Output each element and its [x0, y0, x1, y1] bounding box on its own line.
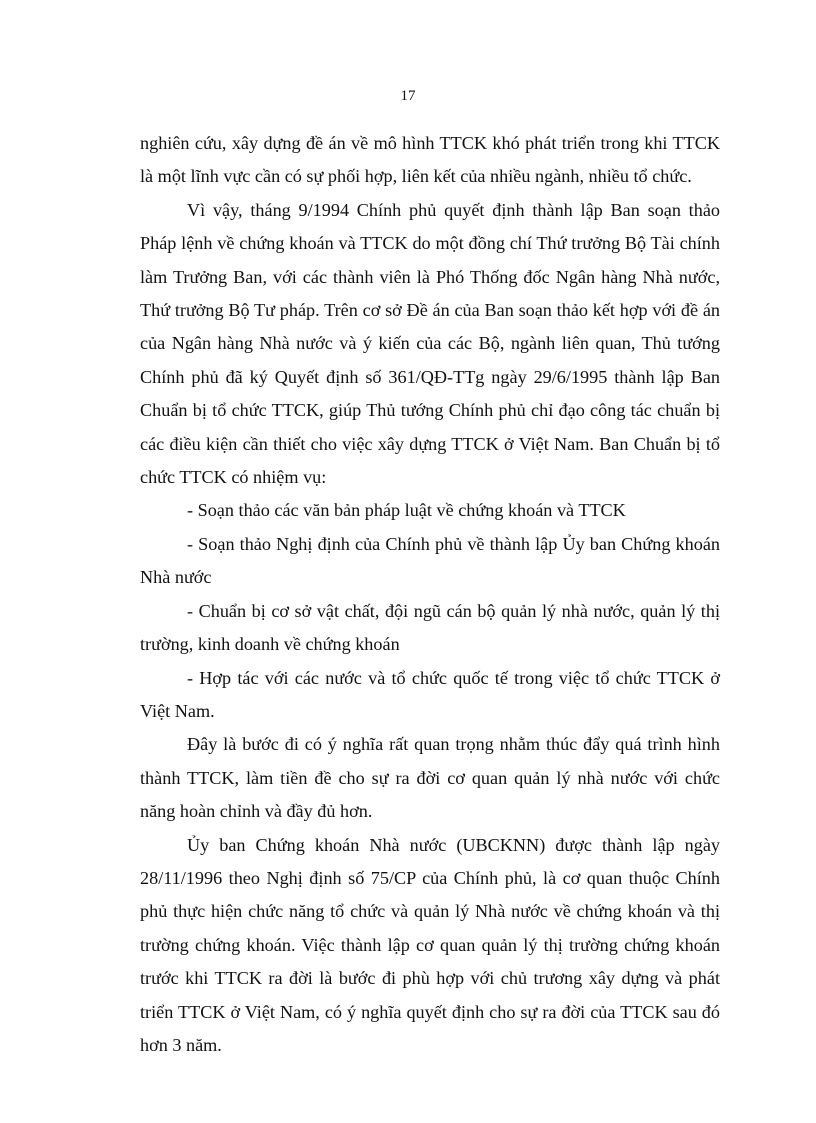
paragraph-significance: Đây là bước đi có ý nghĩa rất quan trọng nhằm thúc đẩy quá trình hình thành TTCK, làm tiền đề cho sự ra đời cơ quan quản lý nhà nước với chức năng hoàn chỉnh và đầy đủ hơn.	[140, 734, 720, 822]
body-text	[140, 127, 720, 1062]
task-item: - Chuẩn bị cơ sở vật chất, đội ngũ cán bộ quản lý nhà nước, quản lý thị trường, kinh doanh về chứng khoán	[140, 600, 720, 655]
task-item: - Hợp tác với các nước và tổ chức quốc tế trong việc tổ chức TTCK ở Việt Nam.	[140, 667, 720, 721]
paragraph-ubcknn: Ủy ban Chứng khoán Nhà nước (UBCKNN) được thành lập ngày 28/11/1996 theo Nghị định số 75/CP của Chính phủ, là cơ quan thuộc Chính phủ thực hiện chức năng tổ chức và quản lý Nhà nước về chứng khoán và thị trường chứng khoán. Việc thành lập cơ quan quản lý thị trường chứng khoán trước khi TTCK ra đời là bước đi phù hợp với chủ trương xây dựng và phát triển TTCK ở Việt Nam, có ý nghĩa quyết định cho sự ra đời của TTCK sau đó hơn 3 năm.	[140, 834, 720, 1055]
page-number: 17	[400, 88, 416, 104]
task-item: - Soạn thảo Nghị định của Chính phủ về thành lập Ủy ban Chứng khoán Nhà nước	[140, 533, 720, 588]
paragraph-continued: nghiên cứu, xây dựng đề án về mô hình TTCK khó phát triển trong khi TTCK là một lĩnh vực cần có sự phối hợp, liên kết của nhiều ngành, nhiều tổ chức.	[140, 133, 720, 187]
task-item: - Soạn thảo các văn bản pháp luật về chứng khoán và TTCK	[187, 500, 626, 521]
paragraph-ban-soan-thao: Vì vậy, tháng 9/1994 Chính phủ quyết định thành lập Ban soạn thảo Pháp lệnh về chứng khoán và TTCK do một đồng chí Thứ trưởng Bộ Tài chính làm Trưởng Ban, với các thành viên là Phó Thống đốc Ngân hàng Nhà nước, Thứ trưởng Bộ Tư pháp. Trên cơ sở Đề án của Ban soạn thảo kết hợp với đề án của Ngân hàng Nhà nước và ý kiến của các Bộ, ngành liên quan, Thủ tướng Chính phủ đã ký Quyết định số 361/QĐ-TTg ngày 29/6/1995 thành lập Ban Chuẩn bị tổ chức TTCK, giúp Thủ tướng Chính phủ chỉ đạo công tác chuẩn bị các điều kiện cần thiết cho việc xây dựng TTCK ở Việt Nam. Ban Chuẩn bị tổ chức TTCK có nhiệm vụ:	[140, 199, 720, 488]
